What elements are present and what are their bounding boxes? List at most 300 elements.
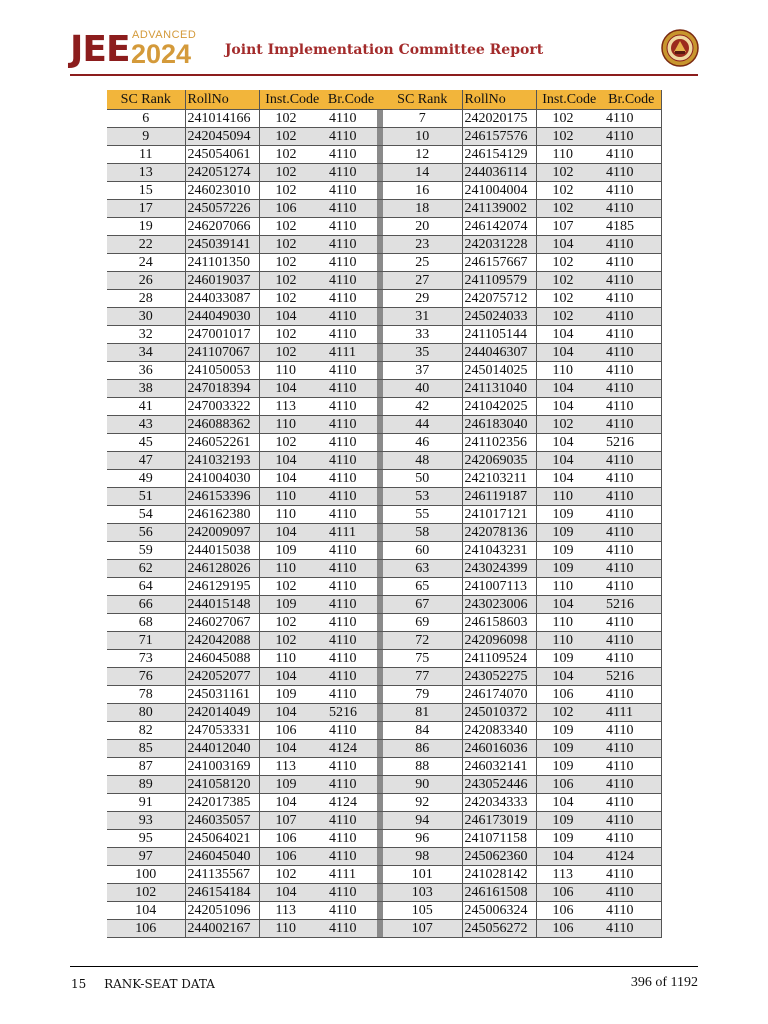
cell-inst-code: 110 (536, 362, 602, 380)
cell-br-code: 4110 (602, 506, 661, 524)
cell-inst-code: 102 (536, 182, 602, 200)
cell-inst-code: 110 (536, 578, 602, 596)
cell-rollno: 247018394 (185, 380, 259, 398)
cell-sc-rank: 105 (383, 902, 462, 920)
cell-br-code: 4110 (602, 146, 661, 164)
cell-sc-rank: 10 (383, 128, 462, 146)
cell-rollno: 244015038 (185, 542, 259, 560)
cell-rollno: 242051274 (185, 164, 259, 182)
cell-br-code: 4110 (325, 254, 377, 272)
cell-sc-rank: 81 (383, 704, 462, 722)
header-rollno-2: RollNo (462, 90, 536, 110)
iit-seal-icon (661, 29, 699, 67)
cell-inst-code: 102 (536, 290, 602, 308)
cell-br-code: 4110 (602, 380, 661, 398)
cell-rollno: 246045088 (185, 650, 259, 668)
table-row (107, 254, 661, 272)
report-title: Joint Implementation Committee Report (224, 42, 544, 58)
cell-sc-rank: 58 (383, 524, 462, 542)
cell-sc-rank: 40 (383, 380, 462, 398)
logo-jee-text: JEE (70, 29, 130, 70)
cell-sc-rank: 75 (383, 650, 462, 668)
cell-inst-code: 104 (536, 668, 602, 686)
cell-sc-rank: 100 (107, 866, 185, 884)
cell-rollno: 242052077 (185, 668, 259, 686)
cell-br-code: 4110 (602, 776, 661, 794)
table-row (107, 308, 661, 326)
cell-rollno: 242034333 (462, 794, 536, 812)
cell-br-code: 4110 (602, 902, 661, 920)
cell-inst-code: 104 (259, 668, 325, 686)
cell-inst-code: 106 (259, 830, 325, 848)
cell-br-code: 4110 (602, 416, 661, 434)
cell-sc-rank: 59 (107, 542, 185, 560)
footer-section (71, 977, 215, 991)
cell-br-code: 4110 (325, 506, 377, 524)
cell-inst-code: 102 (536, 128, 602, 146)
cell-rollno: 245039141 (185, 236, 259, 254)
cell-rollno: 246035057 (185, 812, 259, 830)
table-row (107, 650, 661, 668)
cell-inst-code: 102 (259, 164, 325, 182)
cell-br-code: 4110 (602, 452, 661, 470)
cell-inst-code: 104 (259, 452, 325, 470)
cell-inst-code: 102 (259, 236, 325, 254)
cell-sc-rank: 84 (383, 722, 462, 740)
cell-rollno: 241004004 (462, 182, 536, 200)
table-row (107, 794, 661, 812)
cell-inst-code: 102 (536, 704, 602, 722)
cell-rollno: 244002167 (185, 920, 259, 938)
cell-sc-rank: 68 (107, 614, 185, 632)
cell-inst-code: 106 (259, 848, 325, 866)
cell-rollno: 246119187 (462, 488, 536, 506)
cell-inst-code: 107 (536, 218, 602, 236)
cell-rollno: 242014049 (185, 704, 259, 722)
cell-br-code: 4111 (325, 866, 377, 884)
cell-sc-rank: 46 (383, 434, 462, 452)
cell-rollno: 247003322 (185, 398, 259, 416)
cell-rollno: 247001017 (185, 326, 259, 344)
cell-inst-code: 102 (259, 128, 325, 146)
cell-br-code: 4110 (602, 722, 661, 740)
cell-rollno: 242069035 (462, 452, 536, 470)
cell-br-code: 5216 (325, 704, 377, 722)
cell-br-code: 4110 (602, 470, 661, 488)
cell-br-code: 4124 (602, 848, 661, 866)
cell-br-code: 4110 (602, 290, 661, 308)
cell-sc-rank: 11 (107, 146, 185, 164)
cell-inst-code: 113 (259, 398, 325, 416)
cell-inst-code: 102 (259, 434, 325, 452)
cell-br-code: 4110 (325, 722, 377, 740)
table-row (107, 668, 661, 686)
cell-rollno: 245064021 (185, 830, 259, 848)
cell-br-code: 4110 (602, 758, 661, 776)
cell-sc-rank: 49 (107, 470, 185, 488)
table-row (107, 884, 661, 902)
cell-br-code: 4110 (325, 848, 377, 866)
table-row (107, 596, 661, 614)
cell-br-code: 4110 (325, 686, 377, 704)
cell-rollno: 246153396 (185, 488, 259, 506)
cell-sc-rank: 88 (383, 758, 462, 776)
cell-rollno: 242017385 (185, 794, 259, 812)
cell-sc-rank: 23 (383, 236, 462, 254)
table-row (107, 776, 661, 794)
cell-rollno: 241139002 (462, 200, 536, 218)
cell-sc-rank: 14 (383, 164, 462, 182)
cell-sc-rank: 47 (107, 452, 185, 470)
cell-br-code: 4110 (602, 128, 661, 146)
cell-br-code: 4110 (602, 326, 661, 344)
cell-br-code: 4110 (325, 308, 377, 326)
cell-rollno: 246142074 (462, 218, 536, 236)
cell-br-code: 4185 (602, 218, 661, 236)
cell-inst-code: 104 (536, 236, 602, 254)
cell-inst-code: 109 (536, 506, 602, 524)
cell-br-code: 4110 (325, 830, 377, 848)
table-row (107, 632, 661, 650)
cell-sc-rank: 41 (107, 398, 185, 416)
cell-inst-code: 102 (259, 254, 325, 272)
cell-sc-rank: 12 (383, 146, 462, 164)
cell-rollno: 246183040 (462, 416, 536, 434)
cell-rollno: 241109579 (462, 272, 536, 290)
table-row (107, 722, 661, 740)
cell-sc-rank: 77 (383, 668, 462, 686)
cell-br-code: 4110 (325, 812, 377, 830)
cell-rollno: 242031228 (462, 236, 536, 254)
cell-rollno: 241043231 (462, 542, 536, 560)
cell-sc-rank: 67 (383, 596, 462, 614)
cell-inst-code: 110 (536, 632, 602, 650)
cell-sc-rank: 76 (107, 668, 185, 686)
cell-sc-rank: 34 (107, 344, 185, 362)
cell-sc-rank: 27 (383, 272, 462, 290)
cell-rollno: 242042088 (185, 632, 259, 650)
cell-sc-rank: 79 (383, 686, 462, 704)
cell-br-code: 4110 (602, 398, 661, 416)
cell-inst-code: 102 (536, 254, 602, 272)
cell-br-code: 4110 (602, 182, 661, 200)
cell-rollno: 246207066 (185, 218, 259, 236)
cell-sc-rank: 55 (383, 506, 462, 524)
cell-inst-code: 109 (259, 686, 325, 704)
cell-br-code: 4111 (325, 524, 377, 542)
table-row (107, 542, 661, 560)
table-row (107, 506, 661, 524)
table-row (107, 470, 661, 488)
cell-sc-rank: 29 (383, 290, 462, 308)
cell-br-code: 4110 (325, 596, 377, 614)
footer-rule (70, 966, 698, 967)
table-row (107, 686, 661, 704)
cell-sc-rank: 31 (383, 308, 462, 326)
cell-rollno: 243024399 (462, 560, 536, 578)
cell-sc-rank: 48 (383, 452, 462, 470)
cell-inst-code: 104 (259, 884, 325, 902)
cell-br-code: 4110 (602, 920, 661, 938)
cell-sc-rank: 56 (107, 524, 185, 542)
cell-inst-code: 106 (259, 722, 325, 740)
cell-inst-code: 110 (259, 920, 325, 938)
cell-inst-code: 102 (259, 344, 325, 362)
cell-rollno: 241003169 (185, 758, 259, 776)
cell-sc-rank: 91 (107, 794, 185, 812)
cell-rollno: 245056272 (462, 920, 536, 938)
cell-br-code: 4110 (325, 758, 377, 776)
cell-rollno: 246173019 (462, 812, 536, 830)
table-row (107, 848, 661, 866)
cell-inst-code: 104 (259, 740, 325, 758)
cell-sc-rank: 32 (107, 326, 185, 344)
cell-br-code: 4110 (602, 830, 661, 848)
cell-inst-code: 106 (259, 200, 325, 218)
cell-inst-code: 110 (259, 560, 325, 578)
cell-br-code: 4110 (325, 452, 377, 470)
cell-inst-code: 109 (536, 524, 602, 542)
cell-rollno: 243023006 (462, 596, 536, 614)
cell-sc-rank: 54 (107, 506, 185, 524)
cell-br-code: 4110 (325, 920, 377, 938)
table-row (107, 704, 661, 722)
cell-rollno: 246088362 (185, 416, 259, 434)
cell-br-code: 4124 (325, 794, 377, 812)
cell-inst-code: 102 (259, 578, 325, 596)
cell-rollno: 241014166 (185, 110, 259, 128)
cell-sc-rank: 92 (383, 794, 462, 812)
cell-sc-rank: 20 (383, 218, 462, 236)
cell-inst-code: 104 (259, 380, 325, 398)
cell-rollno: 245054061 (185, 146, 259, 164)
cell-sc-rank: 9 (107, 128, 185, 146)
cell-br-code: 4110 (602, 884, 661, 902)
cell-rollno: 241102356 (462, 434, 536, 452)
cell-br-code: 4110 (325, 578, 377, 596)
table-row (107, 416, 661, 434)
cell-sc-rank: 16 (383, 182, 462, 200)
cell-inst-code: 102 (536, 164, 602, 182)
cell-rollno: 246016036 (462, 740, 536, 758)
cell-br-code: 4110 (602, 362, 661, 380)
cell-rollno: 246157576 (462, 128, 536, 146)
cell-rollno: 246052261 (185, 434, 259, 452)
cell-sc-rank: 95 (107, 830, 185, 848)
table-row (107, 344, 661, 362)
footer-section-number: 15 (71, 977, 87, 991)
cell-inst-code: 102 (259, 218, 325, 236)
cell-inst-code: 109 (259, 542, 325, 560)
cell-rollno: 246045040 (185, 848, 259, 866)
cell-rollno: 245006324 (462, 902, 536, 920)
table-header-row (107, 90, 661, 110)
cell-inst-code: 110 (536, 614, 602, 632)
cell-sc-rank: 6 (107, 110, 185, 128)
cell-br-code: 4110 (602, 812, 661, 830)
cell-sc-rank: 30 (107, 308, 185, 326)
cell-br-code: 4110 (325, 362, 377, 380)
cell-sc-rank: 80 (107, 704, 185, 722)
cell-sc-rank: 18 (383, 200, 462, 218)
cell-sc-rank: 63 (383, 560, 462, 578)
cell-rollno: 245057226 (185, 200, 259, 218)
cell-br-code: 4124 (325, 740, 377, 758)
cell-br-code: 4110 (325, 614, 377, 632)
cell-rollno: 244046307 (462, 344, 536, 362)
cell-inst-code: 106 (536, 902, 602, 920)
cell-br-code: 4110 (602, 164, 661, 182)
cell-sc-rank: 71 (107, 632, 185, 650)
cell-sc-rank: 90 (383, 776, 462, 794)
cell-rollno: 242078136 (462, 524, 536, 542)
cell-inst-code: 104 (536, 794, 602, 812)
cell-rollno: 241007113 (462, 578, 536, 596)
table-row (107, 200, 661, 218)
cell-sc-rank: 104 (107, 902, 185, 920)
cell-br-code: 4110 (602, 524, 661, 542)
table-row (107, 902, 661, 920)
logo-advanced-text: ADVANCED (132, 29, 197, 41)
cell-br-code: 4110 (602, 344, 661, 362)
cell-rollno: 244049030 (185, 308, 259, 326)
cell-sc-rank: 38 (107, 380, 185, 398)
cell-inst-code: 102 (259, 614, 325, 632)
cell-rollno: 242045094 (185, 128, 259, 146)
cell-rollno: 246162380 (185, 506, 259, 524)
cell-br-code: 5216 (602, 434, 661, 452)
cell-sc-rank: 89 (107, 776, 185, 794)
cell-inst-code: 109 (536, 560, 602, 578)
cell-br-code: 4110 (325, 290, 377, 308)
table-row (107, 290, 661, 308)
cell-br-code: 5216 (602, 596, 661, 614)
table-row (107, 236, 661, 254)
cell-br-code: 4110 (325, 164, 377, 182)
cell-inst-code: 109 (259, 776, 325, 794)
cell-br-code: 4110 (325, 218, 377, 236)
cell-rollno: 241028142 (462, 866, 536, 884)
cell-br-code: 4110 (602, 650, 661, 668)
cell-sc-rank: 98 (383, 848, 462, 866)
cell-br-code: 4110 (602, 542, 661, 560)
cell-sc-rank: 43 (107, 416, 185, 434)
cell-sc-rank: 94 (383, 812, 462, 830)
cell-sc-rank: 62 (107, 560, 185, 578)
cell-inst-code: 106 (536, 686, 602, 704)
cell-br-code: 4110 (325, 416, 377, 434)
cell-br-code: 4110 (325, 398, 377, 416)
cell-sc-rank: 35 (383, 344, 462, 362)
cell-sc-rank: 82 (107, 722, 185, 740)
cell-rollno: 246023010 (185, 182, 259, 200)
cell-inst-code: 104 (536, 452, 602, 470)
cell-rollno: 247053331 (185, 722, 259, 740)
cell-inst-code: 106 (536, 884, 602, 902)
cell-inst-code: 102 (259, 326, 325, 344)
header-br-code-2: Br.Code (602, 90, 661, 110)
cell-rollno: 246174070 (462, 686, 536, 704)
cell-inst-code: 109 (536, 830, 602, 848)
cell-rollno: 244033087 (185, 290, 259, 308)
cell-rollno: 244036114 (462, 164, 536, 182)
cell-rollno: 241101350 (185, 254, 259, 272)
cell-sc-rank: 19 (107, 218, 185, 236)
cell-inst-code: 104 (259, 524, 325, 542)
table-row (107, 362, 661, 380)
cell-sc-rank: 25 (383, 254, 462, 272)
cell-inst-code: 102 (536, 110, 602, 128)
cell-rollno: 245014025 (462, 362, 536, 380)
cell-rollno: 241042025 (462, 398, 536, 416)
cell-inst-code: 109 (536, 650, 602, 668)
logo-year-text: 2024 (131, 39, 192, 69)
cell-rollno: 243052275 (462, 668, 536, 686)
cell-inst-code: 106 (536, 920, 602, 938)
cell-br-code: 4110 (602, 578, 661, 596)
cell-inst-code: 107 (259, 812, 325, 830)
cell-rollno: 246158603 (462, 614, 536, 632)
cell-sc-rank: 37 (383, 362, 462, 380)
table-row (107, 146, 661, 164)
cell-sc-rank: 69 (383, 614, 462, 632)
cell-rollno: 246032141 (462, 758, 536, 776)
cell-rollno: 241071158 (462, 830, 536, 848)
table-row (107, 524, 661, 542)
cell-inst-code: 104 (259, 308, 325, 326)
cell-inst-code: 104 (536, 596, 602, 614)
cell-rollno: 246019037 (185, 272, 259, 290)
cell-sc-rank: 36 (107, 362, 185, 380)
cell-inst-code: 110 (259, 416, 325, 434)
cell-rollno: 245010372 (462, 704, 536, 722)
cell-br-code: 4110 (325, 632, 377, 650)
cell-br-code: 4110 (325, 776, 377, 794)
cell-inst-code: 110 (536, 146, 602, 164)
table-row (107, 128, 661, 146)
cell-rollno: 246154129 (462, 146, 536, 164)
cell-br-code: 4110 (602, 632, 661, 650)
cell-inst-code: 109 (536, 812, 602, 830)
cell-br-code: 4110 (602, 110, 661, 128)
cell-inst-code: 102 (536, 308, 602, 326)
cell-rollno: 242051096 (185, 902, 259, 920)
cell-rollno: 242103211 (462, 470, 536, 488)
cell-sc-rank: 26 (107, 272, 185, 290)
cell-br-code: 4110 (325, 470, 377, 488)
cell-inst-code: 104 (259, 470, 325, 488)
cell-inst-code: 110 (259, 650, 325, 668)
cell-inst-code: 102 (259, 632, 325, 650)
cell-inst-code: 104 (536, 470, 602, 488)
cell-sc-rank: 51 (107, 488, 185, 506)
cell-sc-rank: 15 (107, 182, 185, 200)
cell-sc-rank: 45 (107, 434, 185, 452)
cell-rollno: 244012040 (185, 740, 259, 758)
cell-inst-code: 109 (536, 542, 602, 560)
cell-br-code: 4110 (602, 308, 661, 326)
cell-br-code: 4110 (325, 542, 377, 560)
cell-br-code: 4110 (325, 380, 377, 398)
cell-inst-code: 109 (536, 758, 602, 776)
cell-inst-code: 102 (259, 290, 325, 308)
cell-inst-code: 109 (259, 596, 325, 614)
cell-rollno: 242096098 (462, 632, 536, 650)
table-row (107, 488, 661, 506)
header-br-code: Br.Code (325, 90, 377, 110)
cell-rollno: 246154184 (185, 884, 259, 902)
cell-br-code: 4110 (325, 128, 377, 146)
